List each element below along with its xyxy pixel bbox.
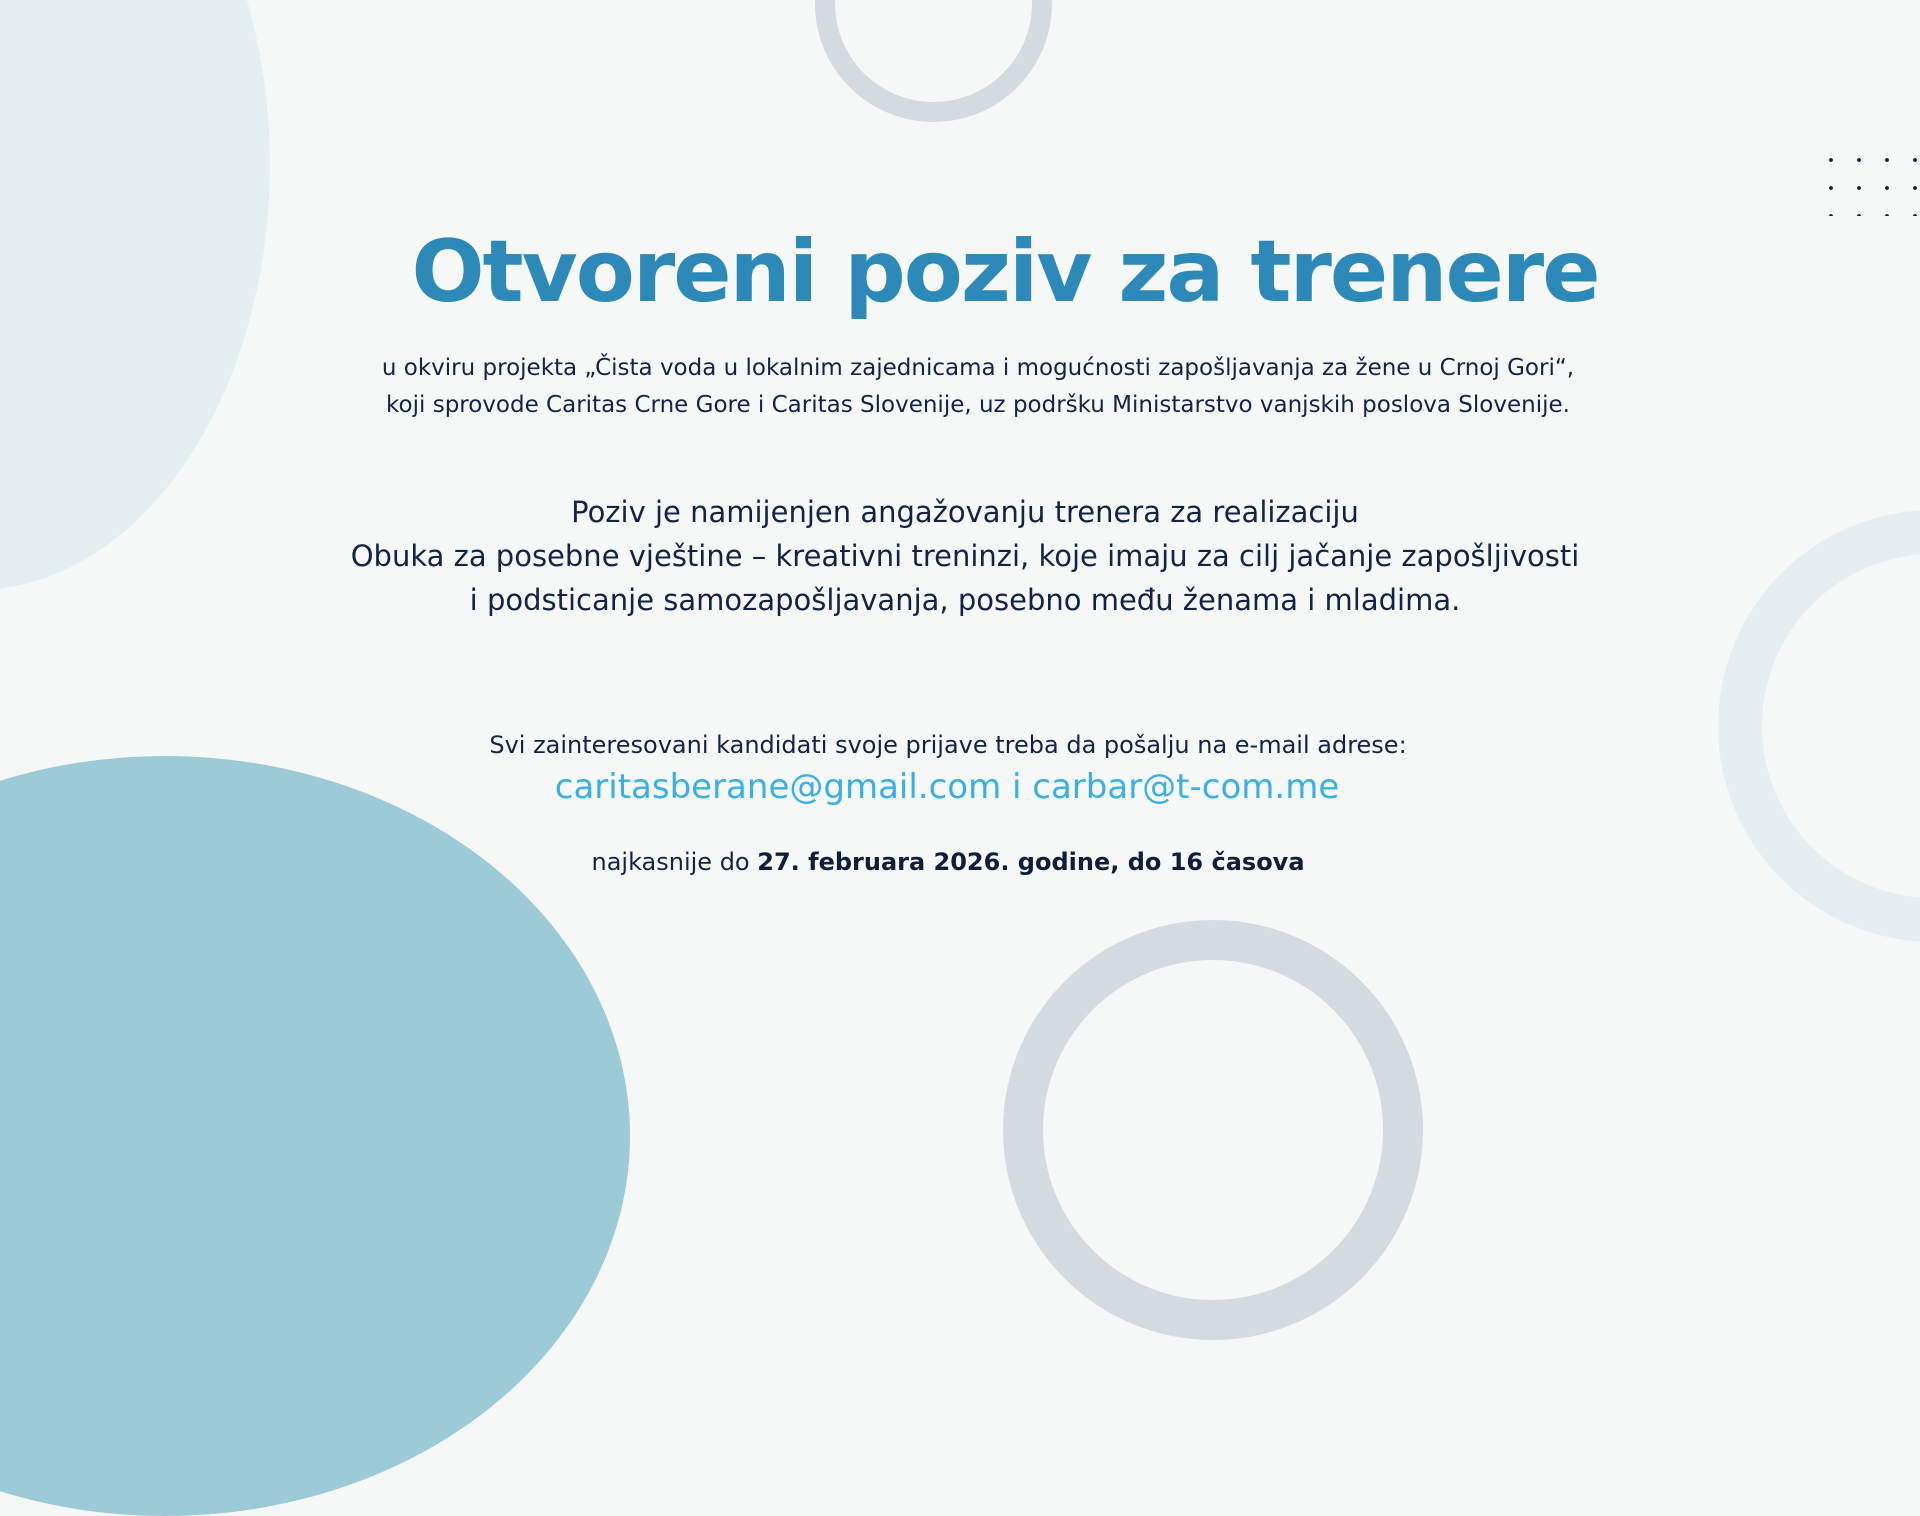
call-purpose-line-3: i podsticanje samozapošljavanja, posebno među ženama i mladima. bbox=[469, 583, 1461, 617]
project-description-line-2: koji sprovode Caritas Crne Gore i Caritas Slovenije, uz podršku Ministarstvo vanjskih poslova Slovenije. bbox=[386, 392, 1570, 418]
project-description-line-1: u okviru projekta „Čista voda u lokalnim zajednicama i mogućnosti zapošljavanja za žene u Crnoj Gori“, bbox=[381, 355, 1575, 381]
call-purpose bbox=[0, 490, 1920, 622]
call-purpose-line-2: Obuka za posebne vještine – kreativni treninzi, koje imaju za cilj jačanje zapošljivosti bbox=[350, 539, 1580, 573]
email-separator: i bbox=[1001, 767, 1033, 807]
email-link-caritasberane[interactable]: caritasberane@gmail.com bbox=[554, 767, 1002, 807]
deadline-date: 27. februara 2026. godine, do 16 časova bbox=[757, 848, 1305, 876]
project-description bbox=[0, 350, 1920, 424]
decorative-ring-top bbox=[815, 0, 1052, 122]
decorative-dot-grid bbox=[1829, 158, 1920, 216]
deadline-text bbox=[0, 845, 1896, 879]
application-instruction: Svi zainteresovani kandidati svoje prijave treba da pošalju na e-mail adrese: bbox=[489, 731, 1407, 759]
contact-emails bbox=[0, 763, 1894, 811]
email-link-carbar[interactable]: carbar@t-com.me bbox=[1032, 767, 1340, 807]
deadline-prefix: najkasnije do bbox=[591, 848, 758, 876]
call-purpose-line-1: Poziv je namijenjen angažovanju trenera za realizaciju bbox=[571, 495, 1359, 529]
page-title: Otvoreni poziv za trenere bbox=[411, 222, 1599, 322]
decorative-ring-bottom bbox=[1003, 920, 1423, 1340]
